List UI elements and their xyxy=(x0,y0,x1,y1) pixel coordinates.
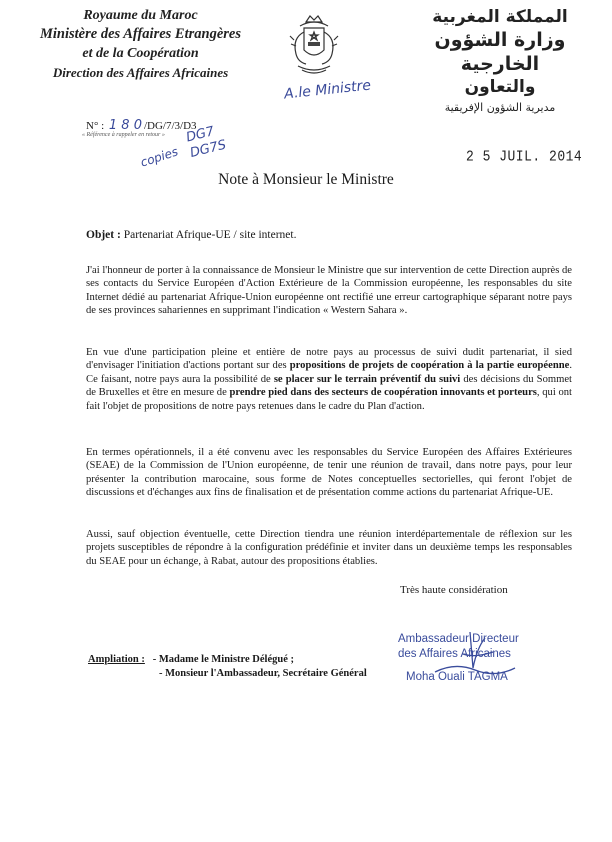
paragraph-2-text: . Ce faisant, notre pays aura la possibilité de xyxy=(86,360,572,385)
header-direction: Direction des Affaires Africaines xyxy=(52,65,229,80)
ampliation-block xyxy=(88,653,367,681)
ampliation-recipient-2: - Monsieur l'Ambassadeur, Secrétaire Général xyxy=(159,668,367,679)
date-stamp: 2 5 JUIL. 2014 xyxy=(466,148,583,165)
paragraph-2-bold-1: propositions de projets de coopération à la partie européenne xyxy=(289,360,570,372)
stamp-title-1: Ambassadeur Directeur xyxy=(398,633,519,645)
header-ar-direction: مديرية الشؤون الإفريقية xyxy=(444,101,556,114)
paragraph-2 xyxy=(86,346,572,413)
paragraph-2-text: En vue d'une participation pleine et entière de notre pays au processus de suivi dudit partenariat, il sied d'envisager l'initiation d'actions portant sur des xyxy=(86,347,572,372)
subject-label: Objet : xyxy=(86,229,121,241)
header-french xyxy=(18,6,263,82)
ampliation-label: Ampliation : xyxy=(88,654,145,665)
header-ar-ministry: وزارة الشؤون الخارجية xyxy=(434,29,566,75)
royal-emblem-icon xyxy=(286,14,342,78)
stamp-title-2: des Affaires Africaines xyxy=(398,648,511,660)
header-arabic xyxy=(400,6,600,118)
reference-label: N° : xyxy=(86,120,105,132)
paragraph-1: J'ai l'honneur de porter à la connaissance de Monsieur le Ministre que sur intervention de cette Direction auprès de ses contacts du Service Européen d'Action Extérieure de la Commission européenne, les responsables du site Internet dédié au partenariat Afrique-Union européenne ont rectifié une erreur cartographique séparant notre pays de ses provinces sahariennes en supprimant l'indication « Western Sahara ». xyxy=(86,265,572,317)
paragraph-3: En termes opérationnels, il a été convenu avec les responsables du Service Européen des Affaires Extérieures (SEAE) de la Commission de l'Union européenne, de tenir une réunion de travail, dans notre pays, pour leur présenter la contribution marocaine, sous forme de Notes conceptuelles sectorielles, qui feront l'objet de discussions et d'échanges aux fins de finalisation et de présentation comme actions du partenariat Afrique-UE. xyxy=(86,447,572,499)
paragraph-2-bold-3: prendre pied dans des secteurs de coopération innovants et porteurs xyxy=(229,387,537,399)
paragraph-4: Aussi, sauf objection éventuelle, cette Direction tiendra une réunion interdépartementale de réflexion sur les projets susceptibles de répondre à la configuration prédéfinie et inviter dans un deuxième temps les responsables du SEAE pour un échange, à Rabat, autour des propositions établies. xyxy=(86,529,572,567)
handwritten-minister-note: A.le Ministre xyxy=(283,77,372,103)
paragraph-2-bold-2: se placer sur le terrain préventif du suivi xyxy=(273,373,461,385)
header-ar-kingdom: المملكة المغربية xyxy=(432,7,568,27)
reference-handwritten-number: 1 8 0 xyxy=(108,118,142,133)
reference-note: « Référence à rappeler en retour » xyxy=(82,132,165,138)
header-ministry: Ministère des Affaires Etrangères xyxy=(40,26,241,42)
stamp-name: Moha Ouali TAGMA xyxy=(406,671,508,683)
handwritten-copies: copies xyxy=(138,144,180,170)
reference-code: /DG/7/3/D3 xyxy=(143,120,197,132)
header-cooperation: et de la Coopération xyxy=(82,46,199,61)
paragraph-2-text: des décisions du Sommet de Bruxelles et être en mesure de xyxy=(86,373,572,399)
subject-line xyxy=(86,229,296,241)
signature xyxy=(415,628,525,688)
paragraph-2-text: , qui ont fait l'objet de propositions de notre pays retenues dans le cadre du Plan d'action. xyxy=(86,387,572,412)
reference-number xyxy=(86,118,197,133)
handwritten-copies-codes: DG7 DG7S xyxy=(184,124,228,161)
header-ar-cooperation: والتعاون xyxy=(464,77,536,97)
subject-text: Partenariat Afrique-UE / site internet. xyxy=(120,229,297,241)
header-kingdom: Royaume du Maroc xyxy=(83,8,198,23)
closing-formula: Très haute considération xyxy=(400,584,508,596)
page-title: Note à Monsieur le Ministre xyxy=(218,171,394,188)
ampliation-recipient-1: - Madame le Ministre Délégué ; xyxy=(152,654,294,665)
